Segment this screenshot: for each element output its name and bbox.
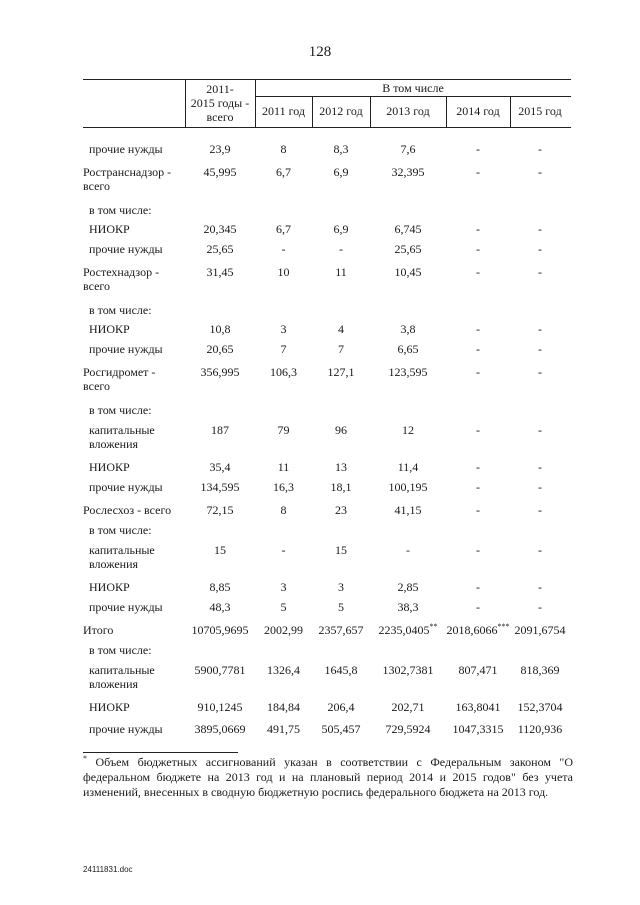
cell-col-1: 106,3 [270,365,297,379]
cell-col-3: 11,4 [397,460,419,474]
row-label: НИОКР [89,580,130,594]
cell-col-5: - [538,480,542,494]
cell-col-4: - [476,460,480,474]
cell-col-0: 72,15 [206,503,234,517]
cell-col-4: - [476,365,480,379]
cell-col-5: 1120,936 [517,722,563,736]
cell-col-1: 16,3 [273,480,294,494]
cell-col-1: 79 [277,423,290,437]
cell-col-2: 1645,8 [324,663,358,677]
cell-col-2: 23 [335,503,347,517]
row-label: в том числе: [89,523,152,537]
header-total-column: 2011- 2015 годы - всего [190,82,250,124]
cell-col-2: - [339,242,343,256]
cell-col-1: 3 [280,580,287,594]
cell-col-4: 1047,3315 [452,722,504,736]
cell-col-2: 6,9 [333,222,349,236]
cell-col-1: 184,84 [267,700,300,714]
row-label: Ростехнадзор - всего [83,265,160,293]
cell-col-0: 10,8 [209,322,231,336]
cell-col-3: 6,65 [397,342,419,356]
cell-col-2: 6,9 [333,165,349,179]
cell-col-1: - [281,242,286,256]
cell-col-2: 4 [338,322,344,336]
cell-col-1: 11 [277,460,290,474]
footnote-reference: ** [429,622,438,631]
cell-col-3: 12 [402,423,414,437]
cell-col-4: - [476,322,480,336]
cell-col-2: 206,4 [327,700,355,714]
row-label: прочие нужды [89,480,163,494]
cell-col-3: 6,745 [394,222,422,236]
cell-col-2: 11 [335,265,347,279]
footnote [83,755,573,800]
cell-col-1: - [281,543,286,557]
row-label: НИОКР [89,460,130,474]
header-group-label: В том числе [382,81,444,95]
cell-col-2: 3 [338,580,344,594]
cell-col-5: - [538,265,542,279]
cell-col-2: 5 [338,600,344,614]
cell-col-5: - [538,342,542,356]
cell-col-3: 2235,0405** [378,622,438,637]
cell-col-1: 8 [280,503,287,517]
cell-col-3: 1302,7381 [382,663,434,677]
cell-col-4: 2018,6066*** [446,622,510,637]
cell-col-2: 2357,657 [318,623,364,637]
cell-col-5: 2091,6754 [514,623,566,637]
header-year-2012: 2012 год [319,104,363,118]
row-label: прочие нужды [89,722,163,736]
cell-col-5: - [538,322,542,336]
cell-col-3: 123,595 [388,365,428,379]
cell-col-2: 18,1 [330,480,352,494]
cell-col-2: 8,3 [333,142,349,156]
cell-col-0: 20,65 [206,342,234,356]
row-label: прочие нужды [89,600,163,614]
cell-col-5: - [538,423,542,437]
cell-col-4: - [476,600,480,614]
header-bottom-rule [83,127,571,128]
header-year-2014: 2014 год [456,104,500,118]
row-label: прочие нужды [89,342,163,356]
cell-col-1: 2002,99 [264,623,303,637]
cell-col-3: 41,15 [394,503,422,517]
cell-col-5: - [538,142,542,156]
cell-col-0: 48,3 [209,600,231,614]
cell-col-0: 356,995 [200,365,240,379]
cell-col-5: 152,3704 [517,700,563,714]
cell-col-5: - [538,543,542,557]
row-label: Росгидромет - всего [83,365,156,393]
cell-col-0: 5900,7781 [194,663,246,677]
cell-col-5: - [538,503,542,517]
cell-col-5: - [538,600,542,614]
row-label: капитальные вложения [89,663,155,691]
cell-col-5: - [538,580,542,594]
cell-col-3: 10,45 [394,265,422,279]
cell-col-0: 10705,9695 [191,623,249,637]
cell-col-0: 45,995 [203,165,237,179]
cell-col-1: 5 [280,600,287,614]
cell-col-3: 7,6 [400,142,416,156]
cell-col-5: 818,369 [520,663,560,677]
cell-col-4: - [476,580,480,594]
row-label: Итого [83,623,114,637]
cell-col-3: 38,3 [397,600,419,614]
cell-col-2: 15 [335,543,347,557]
cell-col-2: 96 [335,423,347,437]
cell-col-1: 3 [280,322,287,336]
cell-col-4: - [476,242,480,256]
cell-col-0: 910,1245 [197,700,243,714]
cell-col-0: 25,65 [206,242,234,256]
cell-col-1: 1326,4 [267,663,300,677]
cell-col-1: 8 [280,142,287,156]
cell-col-4: - [476,423,480,437]
cell-col-0: 134,595 [200,480,240,494]
row-label: в том числе: [89,643,152,657]
cell-col-5: - [538,222,542,236]
cell-col-4: - [476,265,480,279]
cell-col-3: 3,8 [400,322,416,336]
cell-col-1: 491,75 [267,722,300,736]
document-id: 24111831.doc [83,865,133,874]
cell-col-1: 7 [280,342,287,356]
row-label: НИОКР [89,222,130,236]
cell-col-0: 23,9 [209,142,231,156]
cell-col-0: 15 [214,543,226,557]
cell-col-4: - [476,165,480,179]
cell-col-3: 202,71 [391,700,425,714]
cell-col-4: - [476,142,480,156]
cell-col-5: - [538,365,542,379]
row-label: капитальные вложения [89,543,155,571]
cell-col-4: - [476,342,480,356]
cell-col-1: 10 [277,265,290,279]
cell-col-2: 127,1 [327,365,355,379]
cell-col-4: - [476,503,480,517]
footnote-rule [83,752,238,753]
cell-col-0: 187 [211,423,229,437]
cell-col-2: 13 [335,460,347,474]
header-year-2011: 2011 год [262,104,305,118]
cell-col-3: 32,395 [391,165,425,179]
row-label: капитальные вложения [89,423,155,451]
row-label: в том числе: [89,303,152,317]
footnote-reference: *** [497,622,510,631]
cell-col-3: - [406,543,410,557]
header-year-2015: 2015 год [518,104,562,118]
footnote-marker: * [83,754,87,763]
page-number: 128 [308,44,332,60]
header-year-2013: 2013 год [386,104,430,118]
cell-col-3: 2,85 [397,580,419,594]
group-underline [255,96,571,97]
row-label: в том числе: [89,203,152,217]
row-label: прочие нужды [89,242,163,256]
cell-col-4: - [476,222,480,236]
cell-col-4: 807,471 [458,663,498,677]
cell-col-5: - [538,460,542,474]
cell-col-0: 31,45 [206,265,234,279]
cell-col-2: 505,457 [321,722,361,736]
row-label: НИОКР [89,322,130,336]
cell-col-3: 729,5924 [385,722,431,736]
cell-col-1: 6,7 [276,165,291,179]
row-label: в том числе: [89,403,152,417]
cell-col-5: - [538,242,542,256]
cell-col-4: - [476,480,480,494]
cell-col-0: 35,4 [209,460,231,474]
cell-col-2: 7 [338,342,344,356]
cell-col-0: 20,345 [203,222,237,236]
cell-col-4: 163,8041 [455,700,501,714]
footnote-text: Объем бюджетных ассигнований указан в соответствии с Федеральным законом "О федеральном бюджете на 2013 год и на плановый период 2014 и 2015 годов" без учета изменений, внесенных в сводную бюджетную роспись федерального бюджета на 2013 год. [83,755,573,799]
cell-col-0: 8,85 [209,580,231,594]
cell-col-0: 3895,0669 [194,722,246,736]
cell-col-3: 100,195 [388,480,428,494]
cell-col-3: 25,65 [394,242,422,256]
cell-col-5: - [538,165,542,179]
header-top-rule [83,79,571,80]
cell-col-1: 6,7 [276,222,291,236]
row-label: НИОКР [89,700,130,714]
row-label: Ространснадзор - всего [83,165,172,193]
cell-col-4: - [476,543,480,557]
row-label: Рослесхоз - всего [83,503,172,517]
row-label: прочие нужды [89,142,163,156]
